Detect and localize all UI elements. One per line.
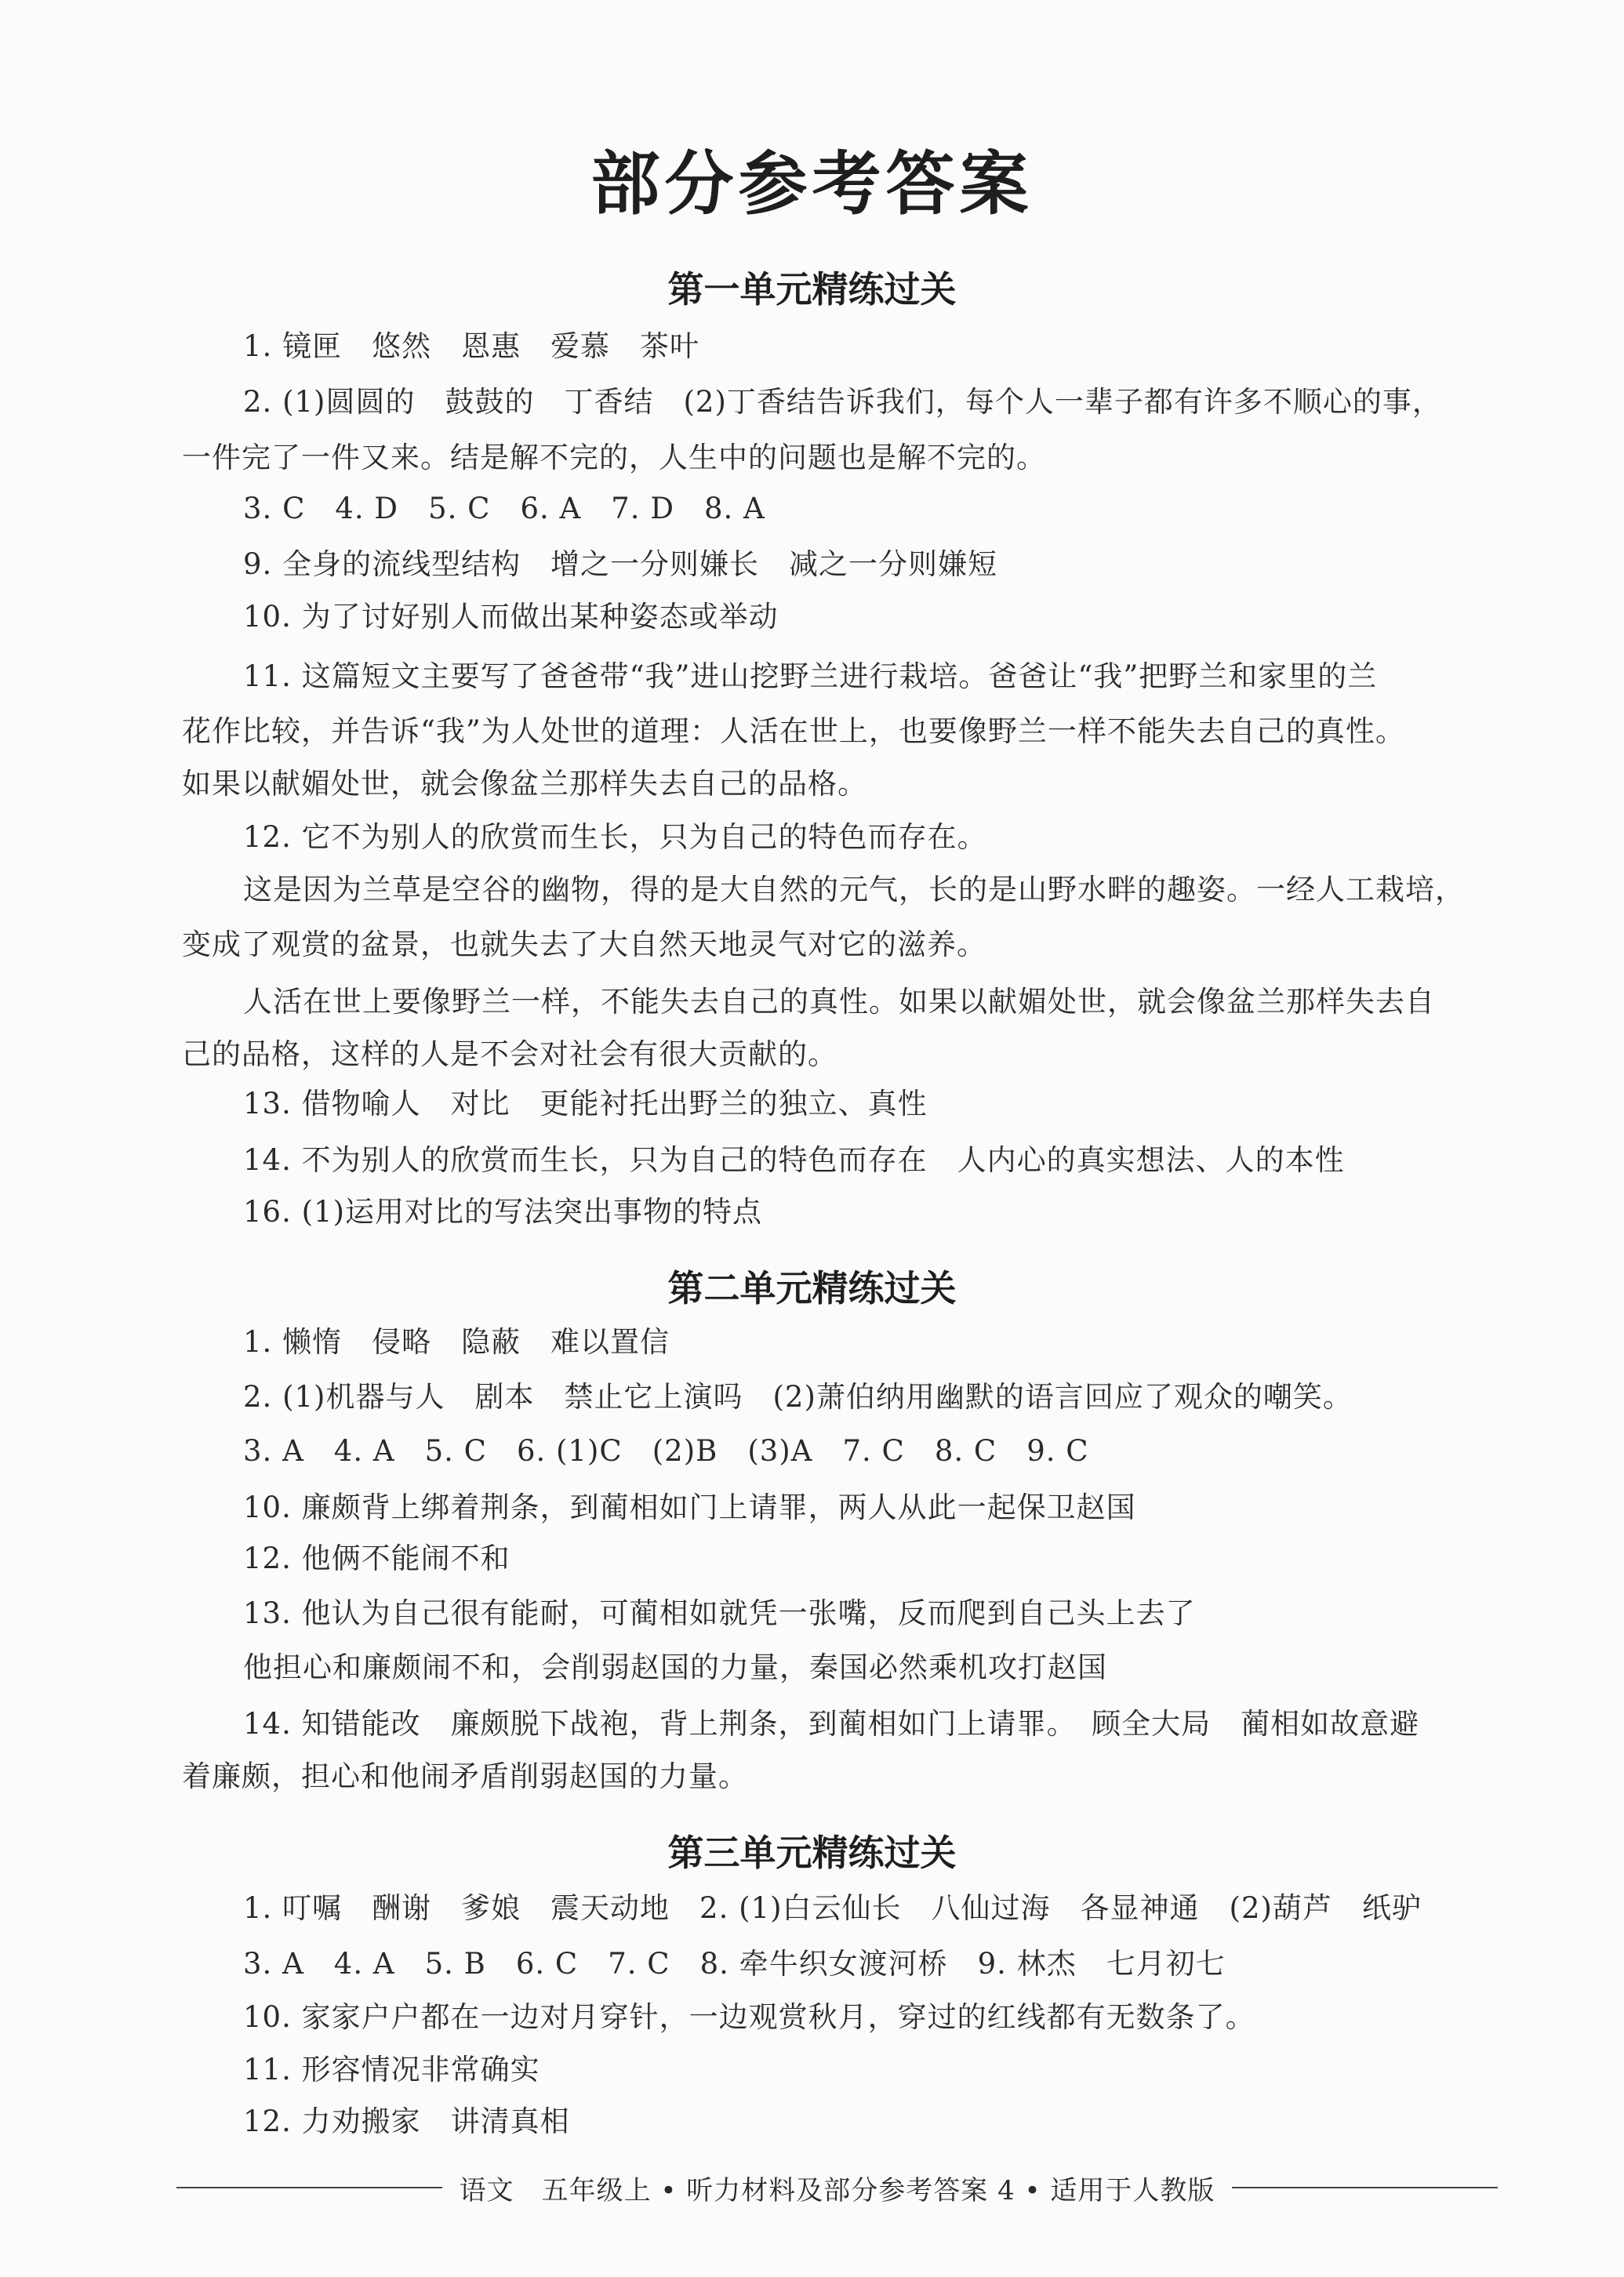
section-heading-unit-2: 第二单元精练过关 xyxy=(667,1267,957,1309)
footer-rule-left xyxy=(176,2187,442,2188)
footer-text: 语文 五年级上 • 听力材料及部分参考答案 4 • 适用于人教版 xyxy=(459,2174,1215,2206)
answer-line: 13. 他认为自己很有能耐，可蔺相如就凭一张嘴，反而爬到自己头上去了 xyxy=(243,1596,1196,1630)
answer-line: 1. 镜匣 悠然 恩惠 爱慕 茶叶 xyxy=(243,329,700,363)
answer-line: 他担心和廉颇闹不和，会削弱赵国的力量，秦国必然乘机攻打赵国 xyxy=(243,1651,1107,1684)
answer-line: 3. C 4. D 5. C 6. A 7. D 8. A xyxy=(243,492,765,525)
answer-line: 1. 懒惰 侵略 隐蔽 难以置信 xyxy=(243,1325,670,1359)
answer-line: 3. A 4. A 5. B 6. C 7. C 8. 牵牛织女渡河桥 9. 林杰 七月初七 xyxy=(243,1947,1226,1981)
answer-line: 花作比较，并告诉“我”为人处世的道理：人活在世上，也要像野兰一样不能失去自己的真性。 xyxy=(182,714,1405,748)
answer-line: 10. 家家户户都在一边对月穿针，一边观赏秋月，穿过的红线都有无数条了。 xyxy=(243,2000,1255,2034)
answer-line: 2. (1)圆圆的 鼓鼓的 丁香结 (2)丁香结告诉我们，每个人一辈子都有许多不顺心的事， xyxy=(243,385,1442,419)
answer-line: 10. 廉颇背上绑着荆条，到蔺相如门上请罪，两人从此一起保卫赵国 xyxy=(243,1491,1136,1524)
answer-line: 2. (1)机器与人 剧本 禁止它上演吗 (2)萧伯纳用幽默的语言回应了观众的嘲笑。 xyxy=(243,1380,1353,1414)
answer-line: 这是因为兰草是空谷的幽物，得的是大自然的元气，长的是山野水畔的趣姿。一经人工栽培， xyxy=(243,873,1465,906)
answer-line: 变成了观赏的盆景，也就失去了大自然天地灵气对它的滋养。 xyxy=(182,928,986,961)
answer-line: 11. 形容情况非常确实 xyxy=(243,2053,540,2086)
answer-line: 人活在世上要像野兰一样，不能失去自己的真性。如果以献媚处世，就会像盆兰那样失去自 xyxy=(243,985,1435,1019)
answer-line: 3. A 4. A 5. C 6. (1)C (2)B (3)A 7. C 8. C 9. C xyxy=(243,1434,1089,1468)
answer-line: 10. 为了讨好别人而做出某种姿态或举动 xyxy=(243,600,779,634)
footer-rule-right xyxy=(1232,2187,1498,2188)
answer-line: 16. (1)运用对比的写法突出事物的特点 xyxy=(243,1195,763,1229)
page-footer xyxy=(176,2170,1498,2205)
section-heading-unit-1: 第一单元精练过关 xyxy=(667,268,957,310)
answer-line: 9. 全身的流线型结构 增之一分则嫌长 减之一分则嫌短 xyxy=(243,547,998,581)
answer-line: 12. 他俩不能闹不和 xyxy=(243,1542,510,1575)
answer-line: 如果以献媚处世，就会像盆兰那样失去自己的品格。 xyxy=(182,767,867,801)
answer-line: 己的品格，这样的人是不会对社会有很大贡献的。 xyxy=(182,1037,837,1071)
answer-line: 14. 不为别人的欣赏而生长，只为自己的特色而存在 人内心的真实想法、人的本性 xyxy=(243,1143,1345,1177)
answer-line: 一件完了一件又来。结是解不完的，人生中的问题也是解不完的。 xyxy=(182,441,1046,474)
answer-line: 12. 它不为别人的欣赏而生长，只为自己的特色而存在。 xyxy=(243,820,987,854)
answer-line: 1. 叮嘱 酬谢 爹娘 震天动地 2. (1)白云仙长 八仙过海 各显神通 (2)葫芦 纸驴 xyxy=(243,1891,1422,1925)
answer-line: 11. 这篇短文主要写了爸爸带“我”进山挖野兰进行栽培。爸爸让“我”把野兰和家里的兰 xyxy=(243,659,1378,693)
answer-line: 13. 借物喻人 对比 更能衬托出野兰的独立、真性 xyxy=(243,1087,928,1120)
answer-line: 着廉颇，担心和他闹矛盾削弱赵国的力量。 xyxy=(182,1760,748,1793)
answer-line: 12. 力劝搬家 讲清真相 xyxy=(243,2104,570,2138)
page-title: 部分参考答案 xyxy=(590,143,1034,224)
answer-line: 14. 知错能改 廉颇脱下战袍，背上荆条，到蔺相如门上请罪。 顾全大局 蔺相如故意避 xyxy=(243,1707,1420,1741)
section-heading-unit-3: 第三单元精练过关 xyxy=(667,1832,957,1874)
